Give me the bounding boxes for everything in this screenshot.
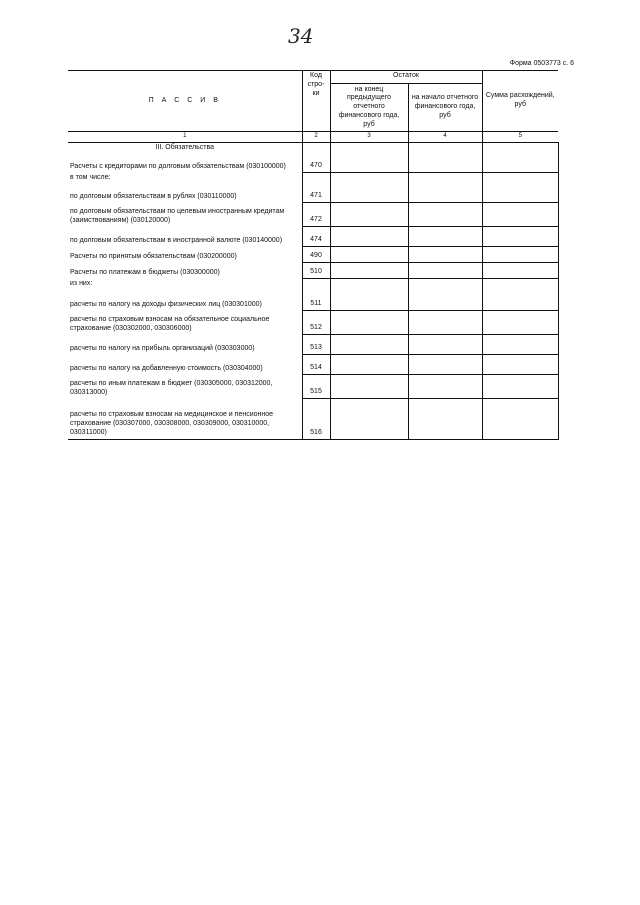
- table-row: [68, 311, 558, 335]
- col-number: 2: [302, 132, 330, 143]
- table-row: [68, 263, 558, 279]
- value-cell[interactable]: [330, 399, 408, 440]
- row-code: 513: [302, 335, 330, 355]
- col-number: 3: [330, 132, 408, 143]
- form-label: Форма 0503773 с. 6: [509, 60, 574, 67]
- row-code: 472: [302, 203, 330, 227]
- section-title: III. Обязательства: [155, 143, 215, 151]
- row-name: по долговым обязательствам по целевым иностранным кредитам (заимствованиям) (030120000): [70, 208, 285, 224]
- row-code: [302, 279, 330, 295]
- value-cell[interactable]: [482, 263, 558, 279]
- value-cell[interactable]: [330, 142, 408, 157]
- row-code: 470: [302, 157, 330, 173]
- value-cell[interactable]: [408, 157, 482, 173]
- row-code: 471: [302, 187, 330, 203]
- row-code: 515: [302, 375, 330, 399]
- value-cell[interactable]: [408, 295, 482, 311]
- page-number: 34: [288, 24, 314, 48]
- value-cell[interactable]: [482, 227, 558, 247]
- value-cell[interactable]: [330, 263, 408, 279]
- col-number: 5: [482, 132, 558, 143]
- column-number-row: [68, 132, 558, 143]
- table-row: [68, 157, 558, 173]
- value-cell[interactable]: [330, 203, 408, 227]
- row-name: Расчеты по принятым обязательствам (030200000): [70, 252, 237, 260]
- row-code: [302, 173, 330, 187]
- value-cell[interactable]: [482, 295, 558, 311]
- col-number: 1: [68, 132, 302, 143]
- liabilities-table: [68, 70, 559, 440]
- value-cell[interactable]: [482, 355, 558, 375]
- table-row: [68, 335, 558, 355]
- row-code: 510: [302, 263, 330, 279]
- value-cell[interactable]: [482, 173, 558, 187]
- table-row: [68, 279, 558, 295]
- header-end: на начало отчетного финансового года, руб: [408, 84, 482, 132]
- section-title-row: [68, 142, 558, 157]
- value-cell[interactable]: [408, 142, 482, 157]
- table-row: [68, 355, 558, 375]
- row-code: 474: [302, 227, 330, 247]
- value-cell[interactable]: [408, 227, 482, 247]
- value-cell[interactable]: [482, 247, 558, 263]
- value-cell[interactable]: [330, 375, 408, 399]
- value-cell[interactable]: [330, 279, 408, 295]
- row-name: расчеты по страховым взносам на обязательное социальное страхование (030302000, 030306000): [70, 316, 270, 332]
- value-cell[interactable]: [330, 247, 408, 263]
- row-name: расчеты по налогу на доходы физических лиц (030301000): [70, 300, 262, 308]
- value-cell[interactable]: [482, 399, 558, 440]
- col-number: 4: [408, 132, 482, 143]
- row-name: из них:: [70, 279, 93, 287]
- value-cell[interactable]: [408, 311, 482, 335]
- table-row: [68, 375, 558, 399]
- value-cell[interactable]: [330, 311, 408, 335]
- row-code: 516: [302, 399, 330, 440]
- table-row: [68, 399, 558, 440]
- code-cell: [302, 142, 330, 157]
- table-row: [68, 295, 558, 311]
- value-cell[interactable]: [482, 279, 558, 295]
- header-diff: Сумма расхождений, руб: [482, 71, 558, 132]
- row-code: 490: [302, 247, 330, 263]
- value-cell[interactable]: [408, 263, 482, 279]
- value-cell[interactable]: [482, 203, 558, 227]
- table-row: [68, 173, 558, 187]
- row-code: 512: [302, 311, 330, 335]
- value-cell[interactable]: [330, 173, 408, 187]
- row-name: Расчеты по платежам в бюджеты (030300000): [70, 268, 220, 276]
- value-cell[interactable]: [330, 227, 408, 247]
- value-cell[interactable]: [408, 187, 482, 203]
- value-cell[interactable]: [482, 311, 558, 335]
- row-code: 514: [302, 355, 330, 375]
- row-name: по долговым обязательствам в иностранной валюте (030140000): [70, 236, 283, 244]
- value-cell[interactable]: [408, 247, 482, 263]
- value-cell[interactable]: [330, 157, 408, 173]
- table-row: [68, 247, 558, 263]
- value-cell[interactable]: [408, 279, 482, 295]
- value-cell[interactable]: [482, 142, 558, 157]
- value-cell[interactable]: [408, 203, 482, 227]
- value-cell[interactable]: [408, 335, 482, 355]
- table-row: [68, 187, 558, 203]
- table-header-row: [68, 71, 558, 84]
- value-cell[interactable]: [330, 187, 408, 203]
- row-name: Расчеты с кредиторами по долговым обязательствам (030100000): [70, 162, 286, 170]
- table-row: [68, 203, 558, 227]
- value-cell[interactable]: [482, 187, 558, 203]
- header-name: П А С С И В: [68, 71, 302, 132]
- header-balance: Остаток: [330, 71, 482, 84]
- row-name: расчеты по налогу на прибыль организаций (030303000): [70, 344, 255, 352]
- value-cell[interactable]: [408, 399, 482, 440]
- row-name: расчеты по налогу на добавленную стоимость (030304000): [70, 364, 263, 372]
- row-code: 511: [302, 295, 330, 311]
- row-name: расчеты по иным платежам в бюджет (030305000, 030312000, 030313000): [70, 380, 273, 396]
- row-name: расчеты по страховым взносам на медицинское и пенсионное страхование (030307000, 030308000, 030309000, 030310000, 030311000): [68, 399, 302, 440]
- value-cell[interactable]: [482, 375, 558, 399]
- row-name: по долговым обязательствам в рублях (030110000): [70, 192, 237, 200]
- value-cell[interactable]: [482, 157, 558, 173]
- row-name: в том числе:: [70, 173, 111, 181]
- header-code: Код стро- ки: [302, 71, 330, 132]
- value-cell[interactable]: [330, 295, 408, 311]
- value-cell[interactable]: [330, 335, 408, 355]
- value-cell[interactable]: [330, 355, 408, 375]
- value-cell[interactable]: [482, 335, 558, 355]
- value-cell[interactable]: [408, 355, 482, 375]
- value-cell[interactable]: [408, 375, 482, 399]
- header-start: на конец предыдущего отчетного финансового года, руб: [330, 84, 408, 132]
- table-row: [68, 227, 558, 247]
- value-cell[interactable]: [408, 173, 482, 187]
